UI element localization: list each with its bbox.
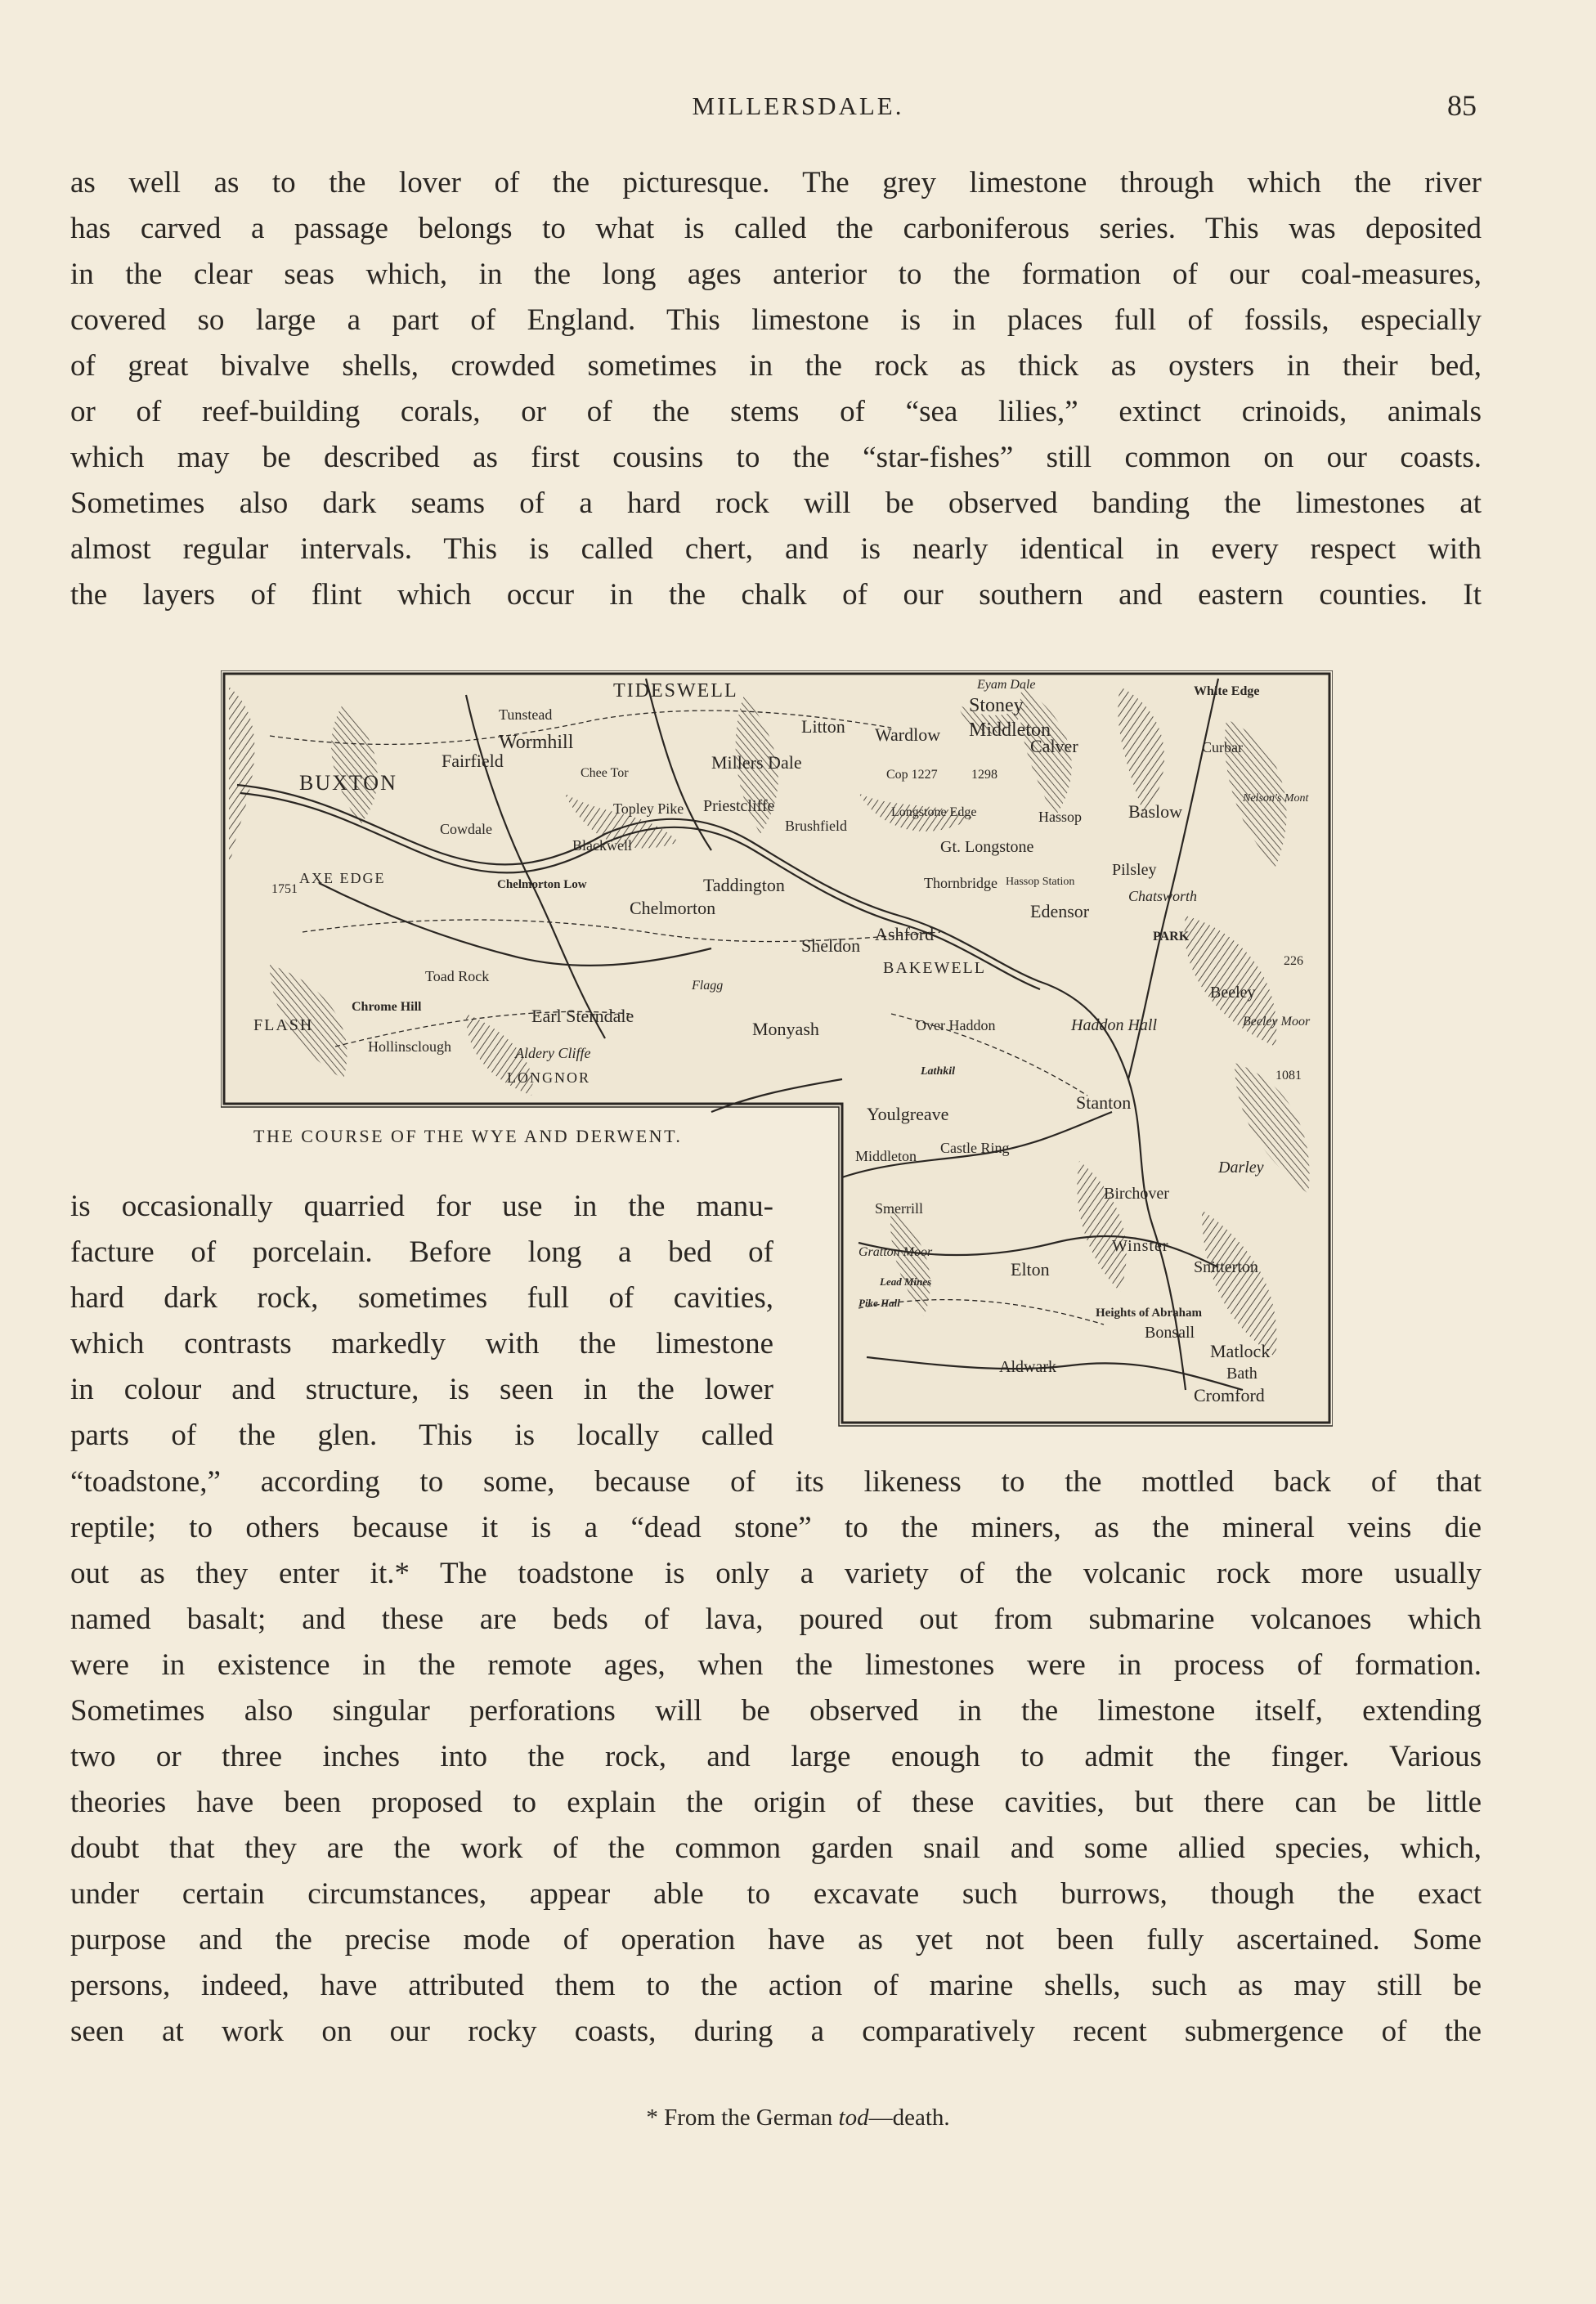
map-label-over-haddon: Over Haddon <box>916 1017 996 1033</box>
text-line: persons, indeed, have attributed them to the action of marine shells, such as may still be <box>70 1969 1482 2002</box>
text-line: seen at work on our rocky coasts, during a comparatively recent submergence of the <box>70 2015 1482 2048</box>
map-label-chrome-hill: Chrome Hill <box>352 1000 422 1014</box>
paragraph-top <box>70 160 1482 618</box>
map-label-millers-dale: Millers Dale <box>711 752 802 773</box>
text-line: hard dark rock, sometimes full of cavities, <box>70 1281 773 1315</box>
text-line: in the clear seas which, in the long ages anterior to the formation of our coal-measures, <box>70 258 1482 291</box>
map-label-baslow: Baslow <box>1128 801 1182 822</box>
map-label-bakewell: BAKEWELL <box>883 959 986 977</box>
text-line: which may be described as first cousins to the “star-fishes” still common on our coasts. <box>70 441 1482 474</box>
map-label-toad-rock: Toad Rock <box>425 968 490 984</box>
map-label-flash: FLASH <box>253 1016 314 1034</box>
map-label-park: PARK <box>1153 930 1190 944</box>
map-label-heights-of-abraham: Heights of Abraham <box>1096 1307 1203 1320</box>
map-label-tunstead: Tunstead <box>499 706 553 723</box>
map-label-226: 226 <box>1284 954 1303 968</box>
map-label-wardlow: Wardlow <box>875 724 941 745</box>
text-line: purpose and the precise mode of operation have as yet not been fully ascertained. Some <box>70 1923 1482 1957</box>
map-label-hollinsclough: Hollinsclough <box>368 1038 451 1055</box>
map-label-calver: Calver <box>1030 736 1078 756</box>
map-label-brushfield: Brushfield <box>785 818 847 834</box>
map-label-white-edge: White Edge <box>1194 684 1260 698</box>
text-line: Sometimes also dark seams of a hard rock will be observed banding the limestones at <box>70 486 1482 520</box>
paragraph-wrapped <box>70 1184 773 1459</box>
map-label-darley: Darley <box>1218 1159 1264 1177</box>
text-line: has carved a passage belongs to what is called the carboniferous series. This was deposited <box>70 212 1482 245</box>
map-label-chelmorton: Chelmorton <box>630 898 716 918</box>
text-line: doubt that they are the work of the common garden snail and some allied species, which, <box>70 1831 1482 1865</box>
map-label-monyash: Monyash <box>752 1019 819 1039</box>
map-label-stanton: Stanton <box>1076 1092 1132 1113</box>
map-label-1298: 1298 <box>971 768 998 782</box>
map-label-ashford: Ashford <box>875 924 935 944</box>
footnote-suffix: —death. <box>868 2105 950 2131</box>
map-label-pike-hall: Pike Hall <box>859 1297 900 1309</box>
text-line: which contrasts markedly with the limestone <box>70 1327 773 1360</box>
map-label-castle-ring: Castle Ring <box>940 1140 1010 1156</box>
text-line: parts of the glen. This is locally called <box>70 1419 773 1452</box>
text-line: as well as to the lover of the picturesque. The grey limestone through which the river <box>70 166 1482 199</box>
map-label-sheldon: Sheldon <box>801 935 861 956</box>
map-label-cromford: Cromford <box>1194 1385 1265 1405</box>
text-line: or of reef-building corals, or of the stems of “sea lilies,” extinct crinoids, animals <box>70 395 1482 428</box>
map-label-gratton-moor: Gratton Moor <box>859 1245 933 1259</box>
map-label-haddon-hall: Haddon Hall <box>1071 1016 1157 1034</box>
map-label-thornbridge: Thornbridge <box>924 875 998 891</box>
text-line: almost regular intervals. This is called chert, and is nearly identical in every respect with <box>70 532 1482 566</box>
map-label-hassop: Hassop <box>1038 809 1082 825</box>
map-label-lathkil: Lathkil <box>921 1065 956 1078</box>
map-label-fairfield: Fairfield <box>442 751 504 771</box>
map-label-youlgreave: Youlgreave <box>867 1104 949 1124</box>
text-line: facture of porcelain. Before long a bed of <box>70 1235 773 1269</box>
figure-caption: THE COURSE OF THE WYE AND DERWENT. <box>253 1126 683 1146</box>
text-line: named basalt; and these are beds of lava, poured out from submarine volcanoes which <box>70 1602 1482 1636</box>
map-label-litton: Litton <box>801 716 845 737</box>
map-label-edensor: Edensor <box>1030 901 1090 921</box>
text-line: theories have been proposed to explain the origin of these cavities, but there can be little <box>70 1786 1482 1819</box>
footnote-word: tod <box>838 2105 869 2131</box>
map-label-gt-longstone: Gt. Longstone <box>940 838 1034 856</box>
page-number: 85 <box>1447 89 1477 122</box>
map-label-priestcliffe: Priestcliffe <box>703 797 775 815</box>
map-label-taddington: Taddington <box>703 875 785 895</box>
text-line: is occasionally quarried for use in the manu- <box>70 1190 773 1223</box>
text-line: “toadstone,” according to some, because of its likeness to the mottled back of that <box>70 1465 1482 1499</box>
map-label-stoney: Stoney <box>969 695 1024 716</box>
map-label-buxton: BUXTON <box>299 771 397 795</box>
map-label-chatsworth: Chatsworth <box>1128 888 1198 904</box>
map-label-axe-edge: AXE EDGE <box>299 870 386 886</box>
text-line: under certain circumstances, appear able to excavate such burrows, though the exact <box>70 1877 1482 1911</box>
map-label-topley-pike: Topley Pike <box>613 800 684 817</box>
map-label-wormhill: Wormhill <box>499 732 574 753</box>
map-label-curbar: Curbar <box>1202 739 1243 755</box>
map-label-winster: Winster <box>1112 1237 1169 1255</box>
map-label-hassop-station: Hassop Station <box>1006 876 1075 888</box>
map-label-beeley: Beeley <box>1210 984 1256 1002</box>
map-label-aldwark: Aldwark <box>999 1358 1056 1376</box>
map-label-earl-sterndale: Earl Sterndale <box>531 1006 634 1026</box>
map-label-matlock: Matlock <box>1210 1341 1271 1361</box>
map-label-beeley-moor: Beeley Moor <box>1243 1015 1311 1029</box>
map-label-birchover: Birchover <box>1104 1185 1169 1203</box>
map-label-aldery-cliffe: Aldery Cliffe <box>515 1045 591 1061</box>
map-label-smerrill: Smerrill <box>875 1200 923 1217</box>
map-label-flagg: Flagg <box>692 979 724 993</box>
text-line: out as they enter it.* The toadstone is only a variety of the volcanic rock more usually <box>70 1557 1482 1590</box>
map-label-lead-mines: Lead Mines <box>880 1275 932 1288</box>
map-label-longstone-edge: Longstone Edge <box>891 805 977 819</box>
text-line: covered so large a part of England. This limestone is in places full of fossils, especially <box>70 303 1482 337</box>
footnote <box>0 2105 1596 2131</box>
text-line: were in existence in the remote ages, when the limestones were in process of formation. <box>70 1648 1482 1682</box>
text-line: in colour and structure, is seen in the lower <box>70 1373 773 1406</box>
map-label-cop: Cop 1227 <box>886 768 938 782</box>
text-line: reptile; to others because it is a “dead stone” to the miners, as the mineral veins die <box>70 1511 1482 1544</box>
map-label-1081: 1081 <box>1275 1069 1302 1083</box>
map-label-snitterton: Snitterton <box>1194 1258 1258 1276</box>
map-label-blackwell: Blackwell <box>572 837 632 854</box>
map-label-longnor: LONGNOR <box>507 1069 590 1086</box>
running-title: MILLERSDALE. <box>692 92 904 120</box>
map-label-matlock-bath: Bath <box>1226 1365 1258 1383</box>
map-label-chee-tor: Chee Tor <box>581 766 629 780</box>
text-line: the layers of flint which occur in the chalk of our southern and eastern counties. It <box>70 578 1482 612</box>
map-label-elton: Elton <box>1011 1259 1050 1280</box>
map-label-pilsley: Pilsley <box>1112 861 1157 879</box>
map-label-chelmorton-low: Chelmorton Low <box>497 878 587 891</box>
text-line: two or three inches into the rock, and large enough to admit the finger. Various <box>70 1740 1482 1773</box>
map-label-nelsons-mont: Nelson's Mont <box>1243 792 1309 805</box>
text-line: Sometimes also singular perforations will be observed in the limestone itself, extending <box>70 1694 1482 1728</box>
map-label-1751: 1751 <box>271 882 298 896</box>
map-label-middleton: Middleton <box>969 719 1051 741</box>
map-label-middleton-b: Middleton <box>855 1148 917 1164</box>
map-label-bonsall: Bonsall <box>1145 1324 1195 1342</box>
footnote-prefix: * From the German <box>646 2105 833 2131</box>
map-label-eyam-dale: Eyam Dale <box>977 678 1036 692</box>
map-label-cowdale: Cowdale <box>440 821 492 837</box>
map-label-tideswell: TIDESWELL <box>613 680 738 702</box>
paragraph-bottom <box>70 1459 1482 2055</box>
text-line: of great bivalve shells, crowded sometimes in the rock as thick as oysters in their bed, <box>70 349 1482 383</box>
